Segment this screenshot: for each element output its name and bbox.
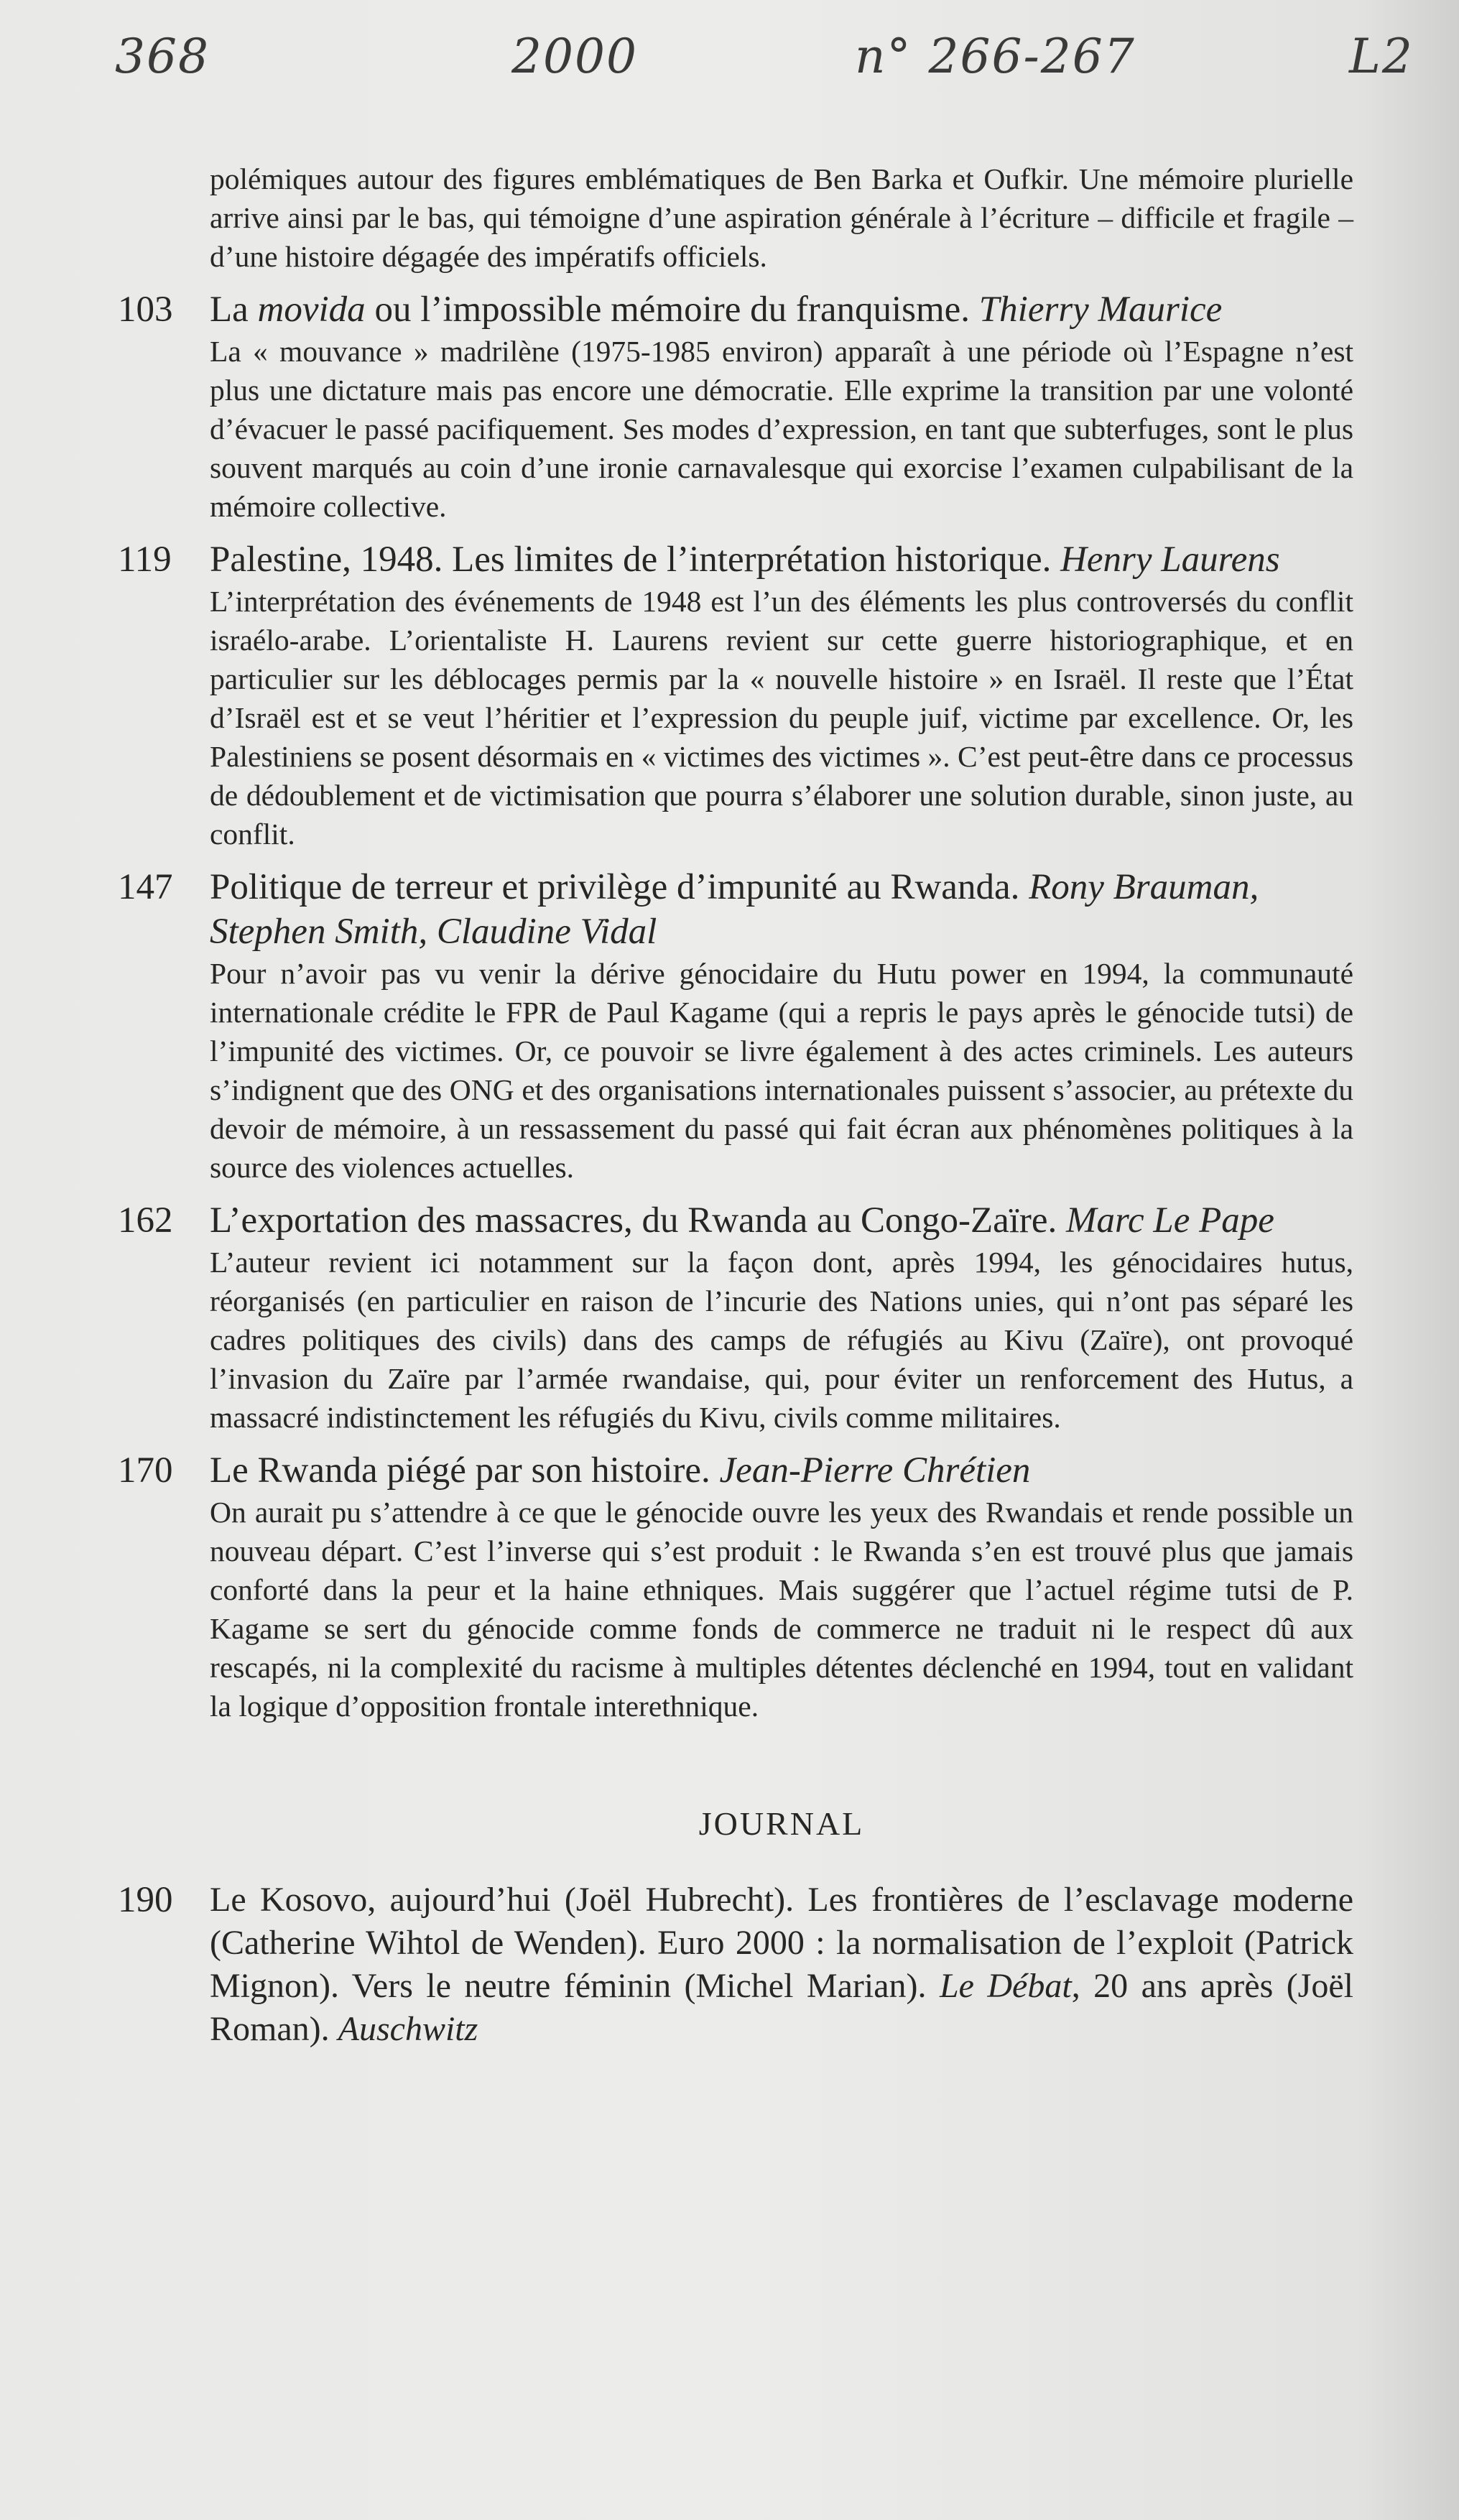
section-heading-journal: JOURNAL [698, 1805, 865, 1842]
entry-page-number: 103 [118, 289, 173, 330]
entry-title: L’exportation des massacres, du Rwanda au Congo-Zaïre. Marc Le Pape [210, 1200, 1274, 1241]
toc-entry [118, 865, 1353, 1187]
table-of-contents [118, 159, 1353, 2051]
continued-abstract: polémiques autour des figures emblématiques de Ben Barka et Oufkir. Une mémoire plurielle arrive ainsi par le bas, qui témoigne d’une aspiration générale à l’écriture – difficile et fragile – d’une histoire dégagée des impératifs officiels. [210, 162, 1353, 273]
journal-entry [118, 1879, 1353, 2051]
entry-title: Politique de terreur et privilège d’impunité au Rwanda. Rony Brauman, Stephen Smith, Claudine Vidal [210, 867, 1259, 952]
entry-page-number: 170 [118, 1450, 173, 1491]
entry-abstract: Pour n’avoir pas vu venir la dérive génocidaire du Hutu power en 1994, la communauté internationale crédite le FPR de Paul Kagame (qui a repris le pays après le génocide tutsi) de l’impunité des victimes. Or, ce pouvoir se livre également à des actes criminels. Les auteurs s’indignent que des ONG et des organisations internationales puissent s’associer, au prétexte du devoir de mémoire, à un ressassement du passé qui fait écran aux phénomènes politiques à la source des violences actuelles. [210, 957, 1353, 1184]
handwritten-issue: n° 266-267 [855, 29, 1136, 84]
handwritten-page-ref: 368 [115, 29, 210, 84]
entry-author: Thierry Maurice [978, 289, 1223, 330]
handwritten-year: 2000 [511, 29, 638, 84]
entry-author: Henry Laurens [1060, 539, 1280, 580]
entry-page-number: 162 [118, 1200, 173, 1241]
toc-entry [118, 537, 1353, 853]
entry-abstract: L’interprétation des événements de 1948 est l’un des éléments les plus controversés du conflit israélo-arabe. L’orientaliste H. Laurens revient sur cette guerre historiographique, et en particulier sur les déblocages permis par la « nouvelle histoire » en Israël. Il reste que l’État d’Israël est et se veut l’héritier et l’expression du peuple juif, victime par excellence. Or, les Palestiniens se posent désormais en « victimes des victimes ». C’est peut-être dans ce processus de dédoublement et de victimisation que pourra s’élaborer une solution durable, sinon juste, au conflit. [210, 585, 1353, 851]
entry-abstract: La « mouvance » madrilène (1975-1985 environ) apparaît à une période où l’Espagne n’est plus une dictature mais pas encore une démocratie. Elle exprime la transition par une volonté d’évacuer le passé pacifiquement. Ses modes d’expression, en tant que subterfuges, sont le plus souvent marqués au coin d’une ironie carnavalesque qui exorcise l’examen culpabilisant de la mémoire collective. [210, 335, 1353, 523]
journal-text: Le Kosovo, aujourd’hui (Joël Hubrecht). Les frontières de l’esclavage moderne (Catherine Wihtol de Wenden). Euro 2000 : la normalisation de l’exploit (Patrick Mignon). Vers le neutre féminin (Michel Marian). Le Débat, 20 ans après (Joël Roman). Auschwitz [210, 1881, 1354, 2048]
entry-author: Rony Brauman, Stephen Smith, Claudine Vidal [210, 867, 1259, 952]
entry-page-number: 190 [118, 1880, 173, 1920]
entry-author: Marc Le Pape [1066, 1200, 1274, 1241]
entry-title: Palestine, 1948. Les limites de l’interprétation historique. Henry Laurens [210, 539, 1280, 580]
entry-page-number: 119 [118, 539, 172, 580]
entry-abstract: L’auteur revient ici notamment sur la façon dont, après 1994, les génocidaires hutus, réorganisés (en particulier en raison de l’incurie des Nations unies, qui n’ont pas séparé les cadres politiques des civils) dans des camps de réfugiés au Kivu (Zaïre), ont provoqué l’invasion du Zaïre par l’armée rwandaise, qui, pour éviter un renforcement des Hutus, a massacré indistinctement les réfugiés du Kivu, civils comme militaires. [210, 1246, 1353, 1434]
entry-page-number: 147 [118, 867, 173, 907]
entry-title: La movida ou l’impossible mémoire du franquisme. Thierry Maurice [210, 289, 1223, 330]
entry-title: Le Rwanda piégé par son histoire. Jean-Pierre Chrétien [210, 1450, 1031, 1491]
entry-author: Jean-Pierre Chrétien [719, 1450, 1031, 1491]
handwritten-code: L2 [1349, 29, 1414, 84]
entry-abstract: On aurait pu s’attendre à ce que le génocide ouvre les yeux des Rwandais et rende possible un nouveau départ. C’est l’inverse qui s’est produit : le Rwanda s’en est trouvé plus que jamais conforté dans la peur et la haine ethniques. Mais suggérer que l’actuel régime tutsi de P. Kagame se sert du génocide comme fonds de commerce ne traduit ni le respect dû aux rescapés, ni la complexité du racisme à multiples détentes déclenché en 1994, tout en validant la logique d’opposition frontale interethnique. [210, 1496, 1353, 1723]
toc-entry [118, 1448, 1353, 1725]
toc-entry [118, 287, 1353, 526]
toc-entry [118, 1198, 1353, 1437]
